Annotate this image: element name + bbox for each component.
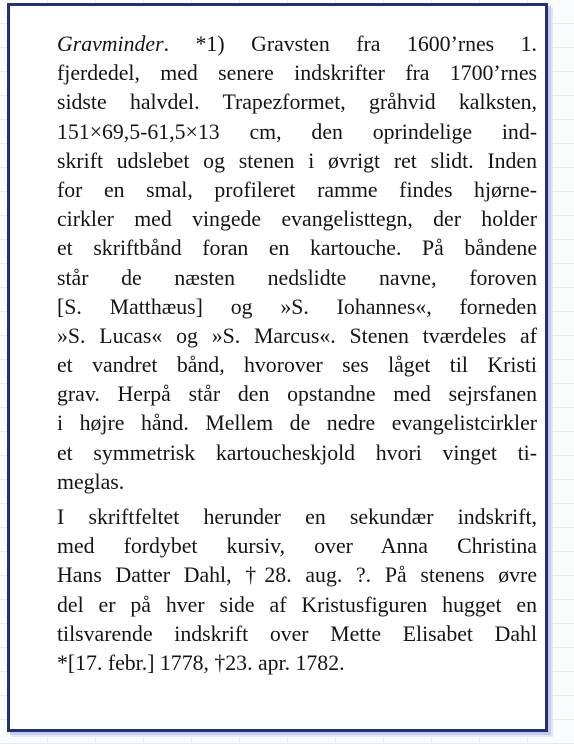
text-line (57, 30, 537, 59)
text-line: sidste halvdel. Trapezformet, gråhvid kalksten, (57, 90, 537, 115)
text-line: et symmetrisk kartoucheskjold hvori vinget ti- (57, 440, 537, 465)
text-line: et vandret bånd, hvorover ses låget til Kristi (57, 353, 537, 378)
text-line: i højre hånd. Mellem de nedre evangelistcirkler (57, 411, 537, 436)
text-line: skrift udslebet og stenen i øvrigt ret slidt. Inden (57, 148, 537, 173)
text-line: står de næsten nedslidte navne, foroven (57, 265, 537, 290)
section-heading: Gravminder (57, 32, 164, 56)
text-fragment: . *1) Gravsten fra 1600’rnes 1. (163, 32, 537, 56)
text-line: del er på hver side af Kristusfiguren hugget en (57, 592, 537, 617)
document-text (57, 30, 537, 678)
text-line: [S. Matthæus] og »S. Iohannes«, forneden (57, 294, 537, 319)
text-line: »S. Lucas« og »S. Marcus«. Stenen tværdeles af (57, 323, 537, 348)
text-line: et skriftbånd foran en kartouche. På båndene (57, 236, 537, 261)
text-line: cirkler med vingede evangelisttegn, der holder (57, 207, 537, 232)
text-line: Hans Datter Dahl, †28. aug. ?. På stenens øvre (57, 563, 537, 588)
text-line: 151×69,5-61,5×13 cm, den oprindelige ind- (57, 119, 537, 144)
text-line: grav. Herpå står den opstandne med sejrsfanen (57, 382, 537, 407)
text-line: fjerdedel, med senere indskrifter fra 1700’rnes (57, 61, 537, 86)
text-line: I skriftfeltet herunder en sekundær indskrift, (57, 505, 537, 529)
text-line: tilsvarende indskrift over Mette Elisabet Dahl (57, 621, 537, 646)
paragraph-1 (57, 30, 537, 497)
text-line: meglas. (57, 469, 125, 494)
paragraph-2 (57, 503, 537, 678)
text-line: for en smal, profileret ramme findes hjørne- (57, 177, 537, 202)
text-line: *[17. febr.] 1778, †23. apr. 1782. (57, 650, 345, 675)
text-line: med fordybet kursiv, over Anna Christina (57, 534, 537, 559)
